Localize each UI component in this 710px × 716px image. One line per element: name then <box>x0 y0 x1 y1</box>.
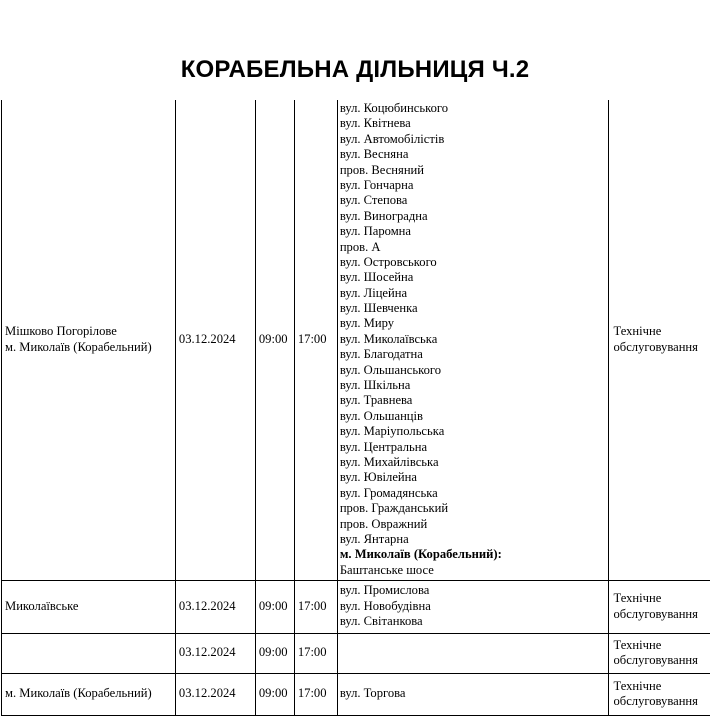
outage-schedule-table <box>1 100 710 716</box>
locality-line: м. Миколаїв (Корабельний) <box>5 686 173 701</box>
street-item: вул. Торгова <box>340 686 607 701</box>
street-item: вул. Маріупольська <box>340 424 607 439</box>
street-item: вул. Промислова <box>340 583 607 598</box>
street-item: вул. Новобудівна <box>340 599 607 614</box>
locality-line: Миколаївське <box>5 599 173 614</box>
work-type-cell: Технічне обслуговування <box>609 580 710 633</box>
work-type-cell: Технічне обслуговування <box>609 673 710 715</box>
work-type-cell: Технічне обслуговування <box>609 633 710 673</box>
street-item: вул. Шосейна <box>340 270 607 285</box>
work-type-cell: Технічне обслуговування <box>609 100 710 580</box>
street-item: вул. Ліцейна <box>340 286 607 301</box>
time-from-cell: 09:00 <box>255 673 294 715</box>
time-from-cell: 09:00 <box>255 580 294 633</box>
locality-cell <box>2 580 176 633</box>
street-item: вул. Травнева <box>340 393 607 408</box>
locality-cell <box>2 100 176 580</box>
locality-line: м. Миколаїв (Корабельний) <box>5 340 173 355</box>
street-item: вул. Квітнева <box>340 116 607 131</box>
page-title: КОРАБЕЛЬНА ДІЛЬНИЦЯ Ч.2 <box>0 56 710 84</box>
street-item: вул. Степова <box>340 193 607 208</box>
street-item: вул. Ольшанського <box>340 363 607 378</box>
street-item: вул. Ольшанців <box>340 409 607 424</box>
street-item: вул. Світанкова <box>340 614 607 629</box>
time-to-cell: 17:00 <box>294 580 337 633</box>
locality-cell <box>2 633 176 673</box>
street-item: Баштанське шосе <box>340 563 607 578</box>
street-item: пров. А <box>340 240 607 255</box>
street-item: вул. Островського <box>340 255 607 270</box>
date-cell: 03.12.2024 <box>175 100 255 580</box>
street-item: вул. Виноградна <box>340 209 607 224</box>
street-item: вул. Шевченка <box>340 301 607 316</box>
time-from-cell: 09:00 <box>255 633 294 673</box>
street-item: пров. Гражданський <box>340 501 607 516</box>
street-item: вул. Гончарна <box>340 178 607 193</box>
addresses-cell <box>337 580 609 633</box>
addresses-cell <box>337 633 609 673</box>
street-item: вул. Миру <box>340 316 607 331</box>
table-row <box>2 100 710 580</box>
street-item: вул. Коцюбинського <box>340 101 607 116</box>
locality-line: Мішково Погорілове <box>5 324 173 339</box>
street-item: вул. Миколаївська <box>340 332 607 347</box>
street-item: пров. Весняний <box>340 163 607 178</box>
time-to-cell: 17:00 <box>294 633 337 673</box>
time-to-cell: 17:00 <box>294 673 337 715</box>
street-item: вул. Паромна <box>340 224 607 239</box>
street-item: пров. Овражний <box>340 517 607 532</box>
street-item: вул. Михайлівська <box>340 455 607 470</box>
street-item: вул. Автомобілістів <box>340 132 607 147</box>
street-item: вул. Центральна <box>340 440 607 455</box>
street-item: вул. Громадянська <box>340 486 607 501</box>
street-item: вул. Благодатна <box>340 347 607 362</box>
street-item: вул. Ювілейна <box>340 470 607 485</box>
street-item: м. Миколаїв (Корабельний): <box>340 547 607 562</box>
addresses-cell <box>337 673 609 715</box>
time-from-cell: 09:00 <box>255 100 294 580</box>
table-row <box>2 673 710 715</box>
date-cell: 03.12.2024 <box>175 580 255 633</box>
locality-cell <box>2 673 176 715</box>
street-item: вул. Весняна <box>340 147 607 162</box>
date-cell: 03.12.2024 <box>175 633 255 673</box>
addresses-cell <box>337 100 609 580</box>
street-item: вул. Шкільна <box>340 378 607 393</box>
time-to-cell: 17:00 <box>294 100 337 580</box>
date-cell: 03.12.2024 <box>175 673 255 715</box>
table-row <box>2 580 710 633</box>
street-item: вул. Янтарна <box>340 532 607 547</box>
table-row <box>2 633 710 673</box>
